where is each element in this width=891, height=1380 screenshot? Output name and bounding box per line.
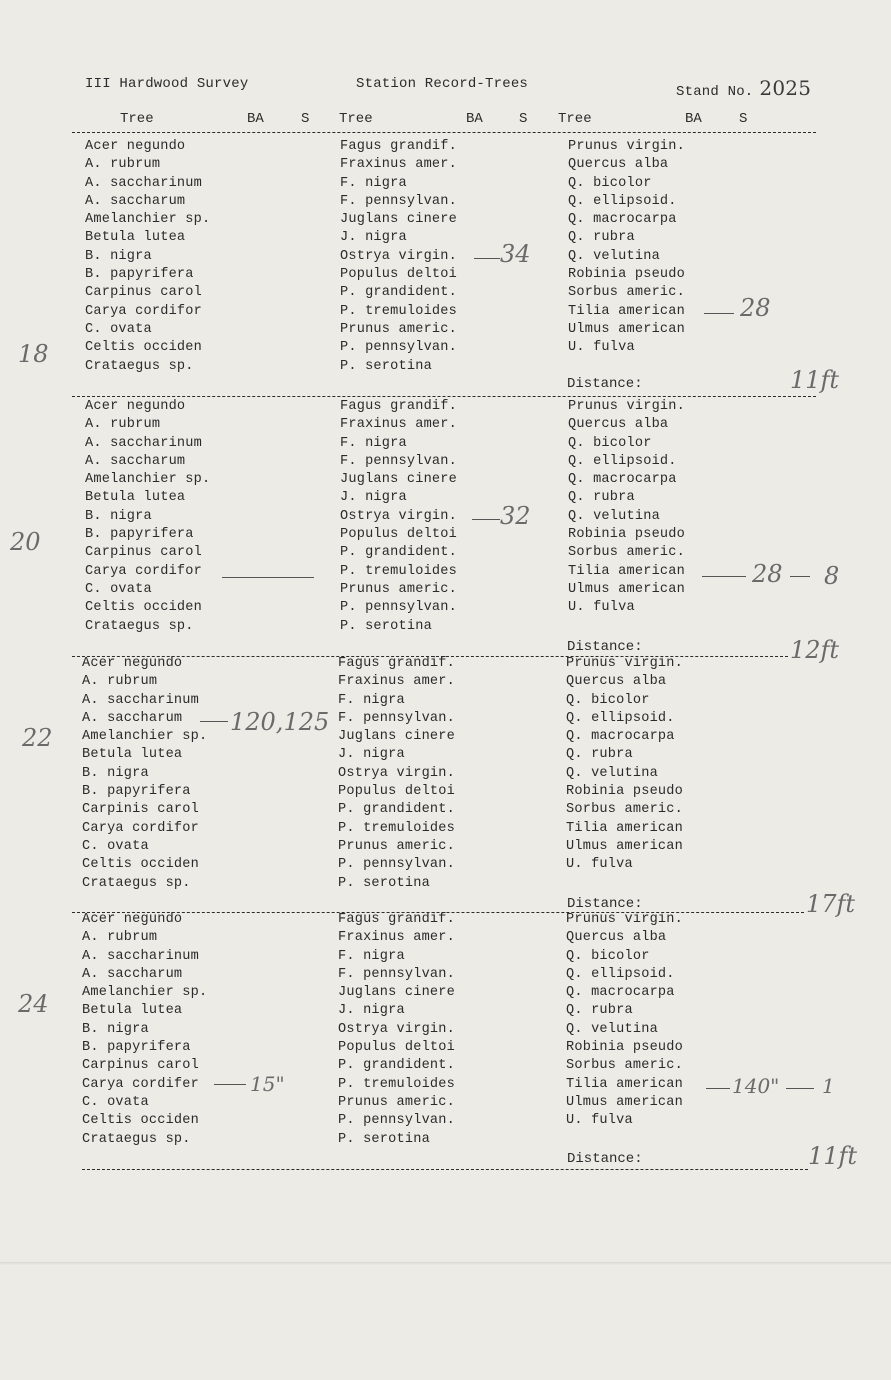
tree-item: Prunus virgin.	[568, 139, 686, 154]
tree-item: U. fulva	[568, 340, 635, 356]
tree-item: C. ovata	[82, 1094, 149, 1110]
stand-number: 2025	[759, 76, 812, 100]
tree-item: Ulmus american	[568, 581, 686, 597]
tree-item: Q. velutina	[568, 508, 660, 524]
tree-item: Q. rubra	[568, 490, 635, 506]
col3-s-header: S	[739, 111, 748, 127]
tree-item: U. fulva	[566, 857, 633, 873]
distance-label: Distance:	[567, 896, 643, 912]
tree-item: B. papyrifera	[85, 527, 194, 543]
distance-value-handwritten: 12ft	[790, 636, 840, 664]
header-divider	[72, 132, 816, 133]
tree-item: F. pennsylvan.	[338, 710, 456, 726]
tree-item: P. serotina	[340, 618, 432, 634]
tree-item: P. pennsylvan.	[338, 1113, 456, 1129]
section-divider	[72, 396, 816, 397]
tree-item: Populus deltoi	[338, 1040, 456, 1056]
tree-item: U. fulva	[568, 600, 635, 616]
col2-tree-header: Tree	[339, 111, 373, 127]
tree-item: Celtis occiden	[82, 857, 200, 873]
tree-column-2	[340, 138, 457, 376]
tree-item: Carpinus carol	[85, 545, 203, 561]
col1-s-header: S	[301, 111, 310, 127]
tree-item: P. tremuloides	[338, 820, 456, 836]
tree-item: Fagus grandif.	[340, 399, 458, 414]
col2-ba-header: BA	[466, 111, 483, 127]
tree-item: Celtis occiden	[85, 600, 203, 616]
tree-item: J. nigra	[338, 1003, 405, 1019]
ba-value-handwritten: 15"	[250, 1072, 285, 1096]
tree-item: Fagus grandif.	[338, 656, 456, 671]
tree-item: Carya cordifer	[82, 1076, 200, 1092]
tree-item: Q. macrocarpa	[566, 985, 675, 1001]
tree-column-1	[85, 138, 210, 376]
entry-dash	[214, 1084, 246, 1085]
tree-item: B. papyrifera	[85, 267, 194, 283]
tree-item: Sorbus americ.	[566, 802, 684, 818]
tree-item: Quercus alba	[566, 674, 667, 690]
tree-item: B. nigra	[82, 1021, 149, 1037]
tree-column-2	[340, 398, 457, 636]
tree-item: B. papyrifera	[82, 1040, 191, 1056]
tree-item: Fraxinus amer.	[340, 417, 458, 433]
tree-item: B. nigra	[85, 248, 152, 264]
tree-item: Juglans cinere	[338, 729, 456, 745]
tree-item: Prunus virgin.	[568, 399, 686, 414]
tree-item: Amelanchier sp.	[85, 212, 211, 228]
tree-item: Acer negundo	[82, 912, 183, 927]
ba-value-handwritten: 34	[500, 240, 531, 268]
tree-item: Betula lutea	[82, 747, 183, 763]
tree-item: A. rubrum	[85, 157, 161, 173]
col1-tree-header: Tree	[120, 111, 154, 127]
station-number-handwritten: 24	[18, 990, 49, 1018]
tree-item: Carpinus carol	[85, 285, 203, 301]
tree-item: F. pennsylvan.	[340, 193, 458, 209]
tree-item: Prunus americ.	[338, 838, 456, 854]
tree-item: Q. rubra	[566, 1003, 633, 1019]
tree-item: Amelanchier sp.	[82, 985, 208, 1001]
entry-dash	[790, 576, 810, 577]
tree-item: Acer negundo	[82, 656, 183, 671]
tree-item: F. nigra	[338, 948, 405, 964]
tree-item: Carpinus carol	[82, 1058, 200, 1074]
tree-item: Fagus grandif.	[340, 139, 458, 154]
ba-value-handwritten: 120,125	[230, 708, 330, 736]
tree-column-1	[85, 398, 210, 636]
tree-item: Populus deltoi	[338, 784, 456, 800]
entry-dash	[472, 519, 500, 520]
tree-column-3	[566, 655, 683, 875]
tree-item: P. serotina	[338, 1131, 430, 1147]
station-number-handwritten: 20	[10, 528, 41, 556]
record-title: Station Record-Trees	[356, 76, 529, 92]
tree-item: Juglans cinere	[340, 212, 458, 228]
tree-item: J. nigra	[340, 490, 407, 506]
tree-item: Tilia american	[566, 820, 684, 836]
tree-item: F. nigra	[340, 435, 407, 451]
tree-item: U. fulva	[566, 1113, 633, 1129]
tree-item: Sorbus americ.	[566, 1058, 684, 1074]
tree-column-3	[568, 398, 685, 618]
entry-dash	[704, 313, 734, 314]
tree-item: A. saccharum	[85, 193, 186, 209]
tree-item: A. saccharum	[85, 453, 186, 469]
tree-item: Fagus grandif.	[338, 912, 456, 927]
tree-item: A. rubrum	[82, 674, 158, 690]
tree-item: Populus deltoi	[340, 267, 458, 283]
col2-s-header: S	[519, 111, 528, 127]
tree-item: Q. ellipsoid.	[568, 453, 677, 469]
tree-item: Carya cordifor	[85, 303, 203, 319]
tree-item: P. serotina	[338, 875, 430, 891]
tree-item: Robinia pseudo	[568, 267, 686, 283]
tree-item: Q. velutina	[566, 1021, 658, 1037]
tree-column-3	[566, 911, 683, 1131]
tree-item: Quercus alba	[568, 157, 669, 173]
tree-item: Crataegus sp.	[85, 358, 194, 374]
tree-item: Crataegus sp.	[82, 875, 191, 891]
tree-item: Carya cordifor	[85, 563, 203, 579]
tree-item: Tilia american	[568, 303, 686, 319]
distance-label: Distance:	[567, 1151, 643, 1167]
tree-column-2	[338, 911, 455, 1149]
tree-item: J. nigra	[338, 747, 405, 763]
tree-item: Ostrya virgin.	[338, 1021, 456, 1037]
tree-item: P. tremuloides	[340, 563, 458, 579]
tree-item: Crataegus sp.	[82, 1131, 191, 1147]
tree-item: Prunus virgin.	[566, 912, 684, 927]
tree-item: F. nigra	[338, 692, 405, 708]
distance-label: Distance:	[567, 376, 643, 392]
tree-item: F. nigra	[340, 175, 407, 191]
tree-item: Q. velutina	[566, 765, 658, 781]
tree-item: Celtis occiden	[85, 340, 203, 356]
tree-item: P. pennsylvan.	[338, 857, 456, 873]
tree-item: Ulmus american	[566, 838, 684, 854]
entry-dash	[702, 576, 746, 577]
tree-item: Juglans cinere	[340, 472, 458, 488]
tree-item: P. pennsylvan.	[340, 600, 458, 616]
tree-item: Robinia pseudo	[566, 784, 684, 800]
ba-value-handwritten: 32	[500, 502, 531, 530]
tree-item: Q. macrocarpa	[568, 472, 677, 488]
tree-item: P. grandident.	[338, 802, 456, 818]
tree-item: F. pennsylvan.	[338, 966, 456, 982]
tree-item: Fraxinus amer.	[338, 930, 456, 946]
entry-dash	[200, 721, 228, 722]
tree-item: Betula lutea	[85, 230, 186, 246]
tree-item: Q. macrocarpa	[568, 212, 677, 228]
tree-item: Q. velutina	[568, 248, 660, 264]
tree-item: J. nigra	[340, 230, 407, 246]
tree-item: A. rubrum	[85, 417, 161, 433]
tree-item: Tilia american	[568, 563, 686, 579]
tree-item: P. serotina	[340, 358, 432, 374]
tree-item: Acer negundo	[85, 139, 186, 154]
tree-item: Prunus americ.	[340, 321, 458, 337]
tree-item: Quercus alba	[566, 930, 667, 946]
survey-title: III Hardwood Survey	[85, 76, 249, 92]
entry-dash	[222, 577, 314, 578]
tree-item: Q. macrocarpa	[566, 729, 675, 745]
tree-item: A. rubrum	[82, 930, 158, 946]
tree-item: Prunus virgin.	[566, 656, 684, 671]
tree-item: Fraxinus amer.	[340, 157, 458, 173]
entry-dash	[474, 258, 500, 259]
tree-item: A. saccharinum	[85, 435, 203, 451]
s-value-handwritten: 8	[824, 562, 840, 590]
section-divider	[82, 1169, 808, 1170]
tree-item: Q. bicolor	[566, 692, 650, 708]
station-number-handwritten: 22	[22, 724, 53, 752]
s-value-handwritten: 1	[822, 1074, 835, 1098]
tree-item: Acer negundo	[85, 399, 186, 414]
tree-item: P. tremuloides	[340, 303, 458, 319]
ba-value-handwritten: 140"	[732, 1074, 780, 1098]
tree-item: P. tremuloides	[338, 1076, 456, 1092]
tree-item: Q. bicolor	[566, 948, 650, 964]
station-number-handwritten: 18	[18, 340, 49, 368]
tree-item: Q. ellipsoid.	[566, 710, 675, 726]
tree-item: B. nigra	[82, 765, 149, 781]
tree-item: Quercus alba	[568, 417, 669, 433]
tree-item: Prunus americ.	[338, 1094, 456, 1110]
tree-item: Sorbus americ.	[568, 545, 686, 561]
ba-value-handwritten: 28	[740, 294, 771, 322]
tree-column-3	[568, 138, 685, 358]
distance-value-handwritten: 11ft	[808, 1142, 858, 1170]
tree-item: A. saccharinum	[82, 948, 200, 964]
tree-item: Celtis occiden	[82, 1113, 200, 1129]
stand-label: Stand No.	[676, 84, 754, 100]
tree-item: Q. rubra	[568, 230, 635, 246]
tree-item: Q. bicolor	[568, 175, 652, 191]
tree-item: Juglans cinere	[338, 985, 456, 1001]
tree-item: F. pennsylvan.	[340, 453, 458, 469]
tree-item: Betula lutea	[82, 1003, 183, 1019]
tree-item: Robinia pseudo	[566, 1040, 684, 1056]
tree-item: Betula lutea	[85, 490, 186, 506]
tree-item: C. ovata	[82, 838, 149, 854]
tree-column-1	[82, 655, 207, 893]
col3-tree-header: Tree	[558, 111, 592, 127]
tree-item: Q. ellipsoid.	[566, 966, 675, 982]
tree-item: A. saccharum	[82, 966, 183, 982]
tree-item: Ostrya virgin.	[340, 508, 458, 524]
tree-item: Q. ellipsoid.	[568, 193, 677, 209]
tree-item: Amelanchier sp.	[82, 729, 208, 745]
tree-item: Q. rubra	[566, 747, 633, 763]
distance-label: Distance:	[567, 639, 643, 655]
tree-item: Q. bicolor	[568, 435, 652, 451]
entry-dash	[786, 1088, 814, 1089]
tree-item: Ulmus american	[566, 1094, 684, 1110]
tree-item: Robinia pseudo	[568, 527, 686, 543]
tree-item: B. papyrifera	[82, 784, 191, 800]
tree-item: P. grandident.	[340, 285, 458, 301]
tree-item: A. saccharinum	[82, 692, 200, 708]
tree-item: P. grandident.	[338, 1058, 456, 1074]
col3-ba-header: BA	[685, 111, 702, 127]
tree-column-1	[82, 911, 207, 1149]
tree-item: Crataegus sp.	[85, 618, 194, 634]
tree-item: Fraxinus amer.	[338, 674, 456, 690]
tree-item: A. saccharum	[82, 710, 183, 726]
tree-item: A. saccharinum	[85, 175, 203, 191]
tree-item: C. ovata	[85, 321, 152, 337]
tree-item: Tilia american	[566, 1076, 684, 1092]
tree-column-2	[338, 655, 455, 893]
distance-value-handwritten: 11ft	[790, 366, 840, 394]
col1-ba-header: BA	[247, 111, 264, 127]
tree-item: Populus deltoi	[340, 527, 458, 543]
tree-item: Amelanchier sp.	[85, 472, 211, 488]
tree-item: Ostrya virgin.	[340, 248, 458, 264]
tree-item: Ulmus american	[568, 321, 686, 337]
tree-item: Prunus americ.	[340, 581, 458, 597]
tree-item: P. pennsylvan.	[340, 340, 458, 356]
entry-dash	[706, 1088, 730, 1089]
tree-item: B. nigra	[85, 508, 152, 524]
distance-value-handwritten: 17ft	[806, 890, 856, 918]
ba-value-handwritten: 28	[752, 560, 783, 588]
tree-item: Carya cordifor	[82, 820, 200, 836]
paper-fold	[0, 1262, 891, 1266]
tree-item: Ostrya virgin.	[338, 765, 456, 781]
tree-item: C. ovata	[85, 581, 152, 597]
tree-item: P. grandident.	[340, 545, 458, 561]
stand-number-group	[676, 76, 811, 100]
tree-item: Sorbus americ.	[568, 285, 686, 301]
tree-item: Carpinis carol	[82, 802, 200, 818]
